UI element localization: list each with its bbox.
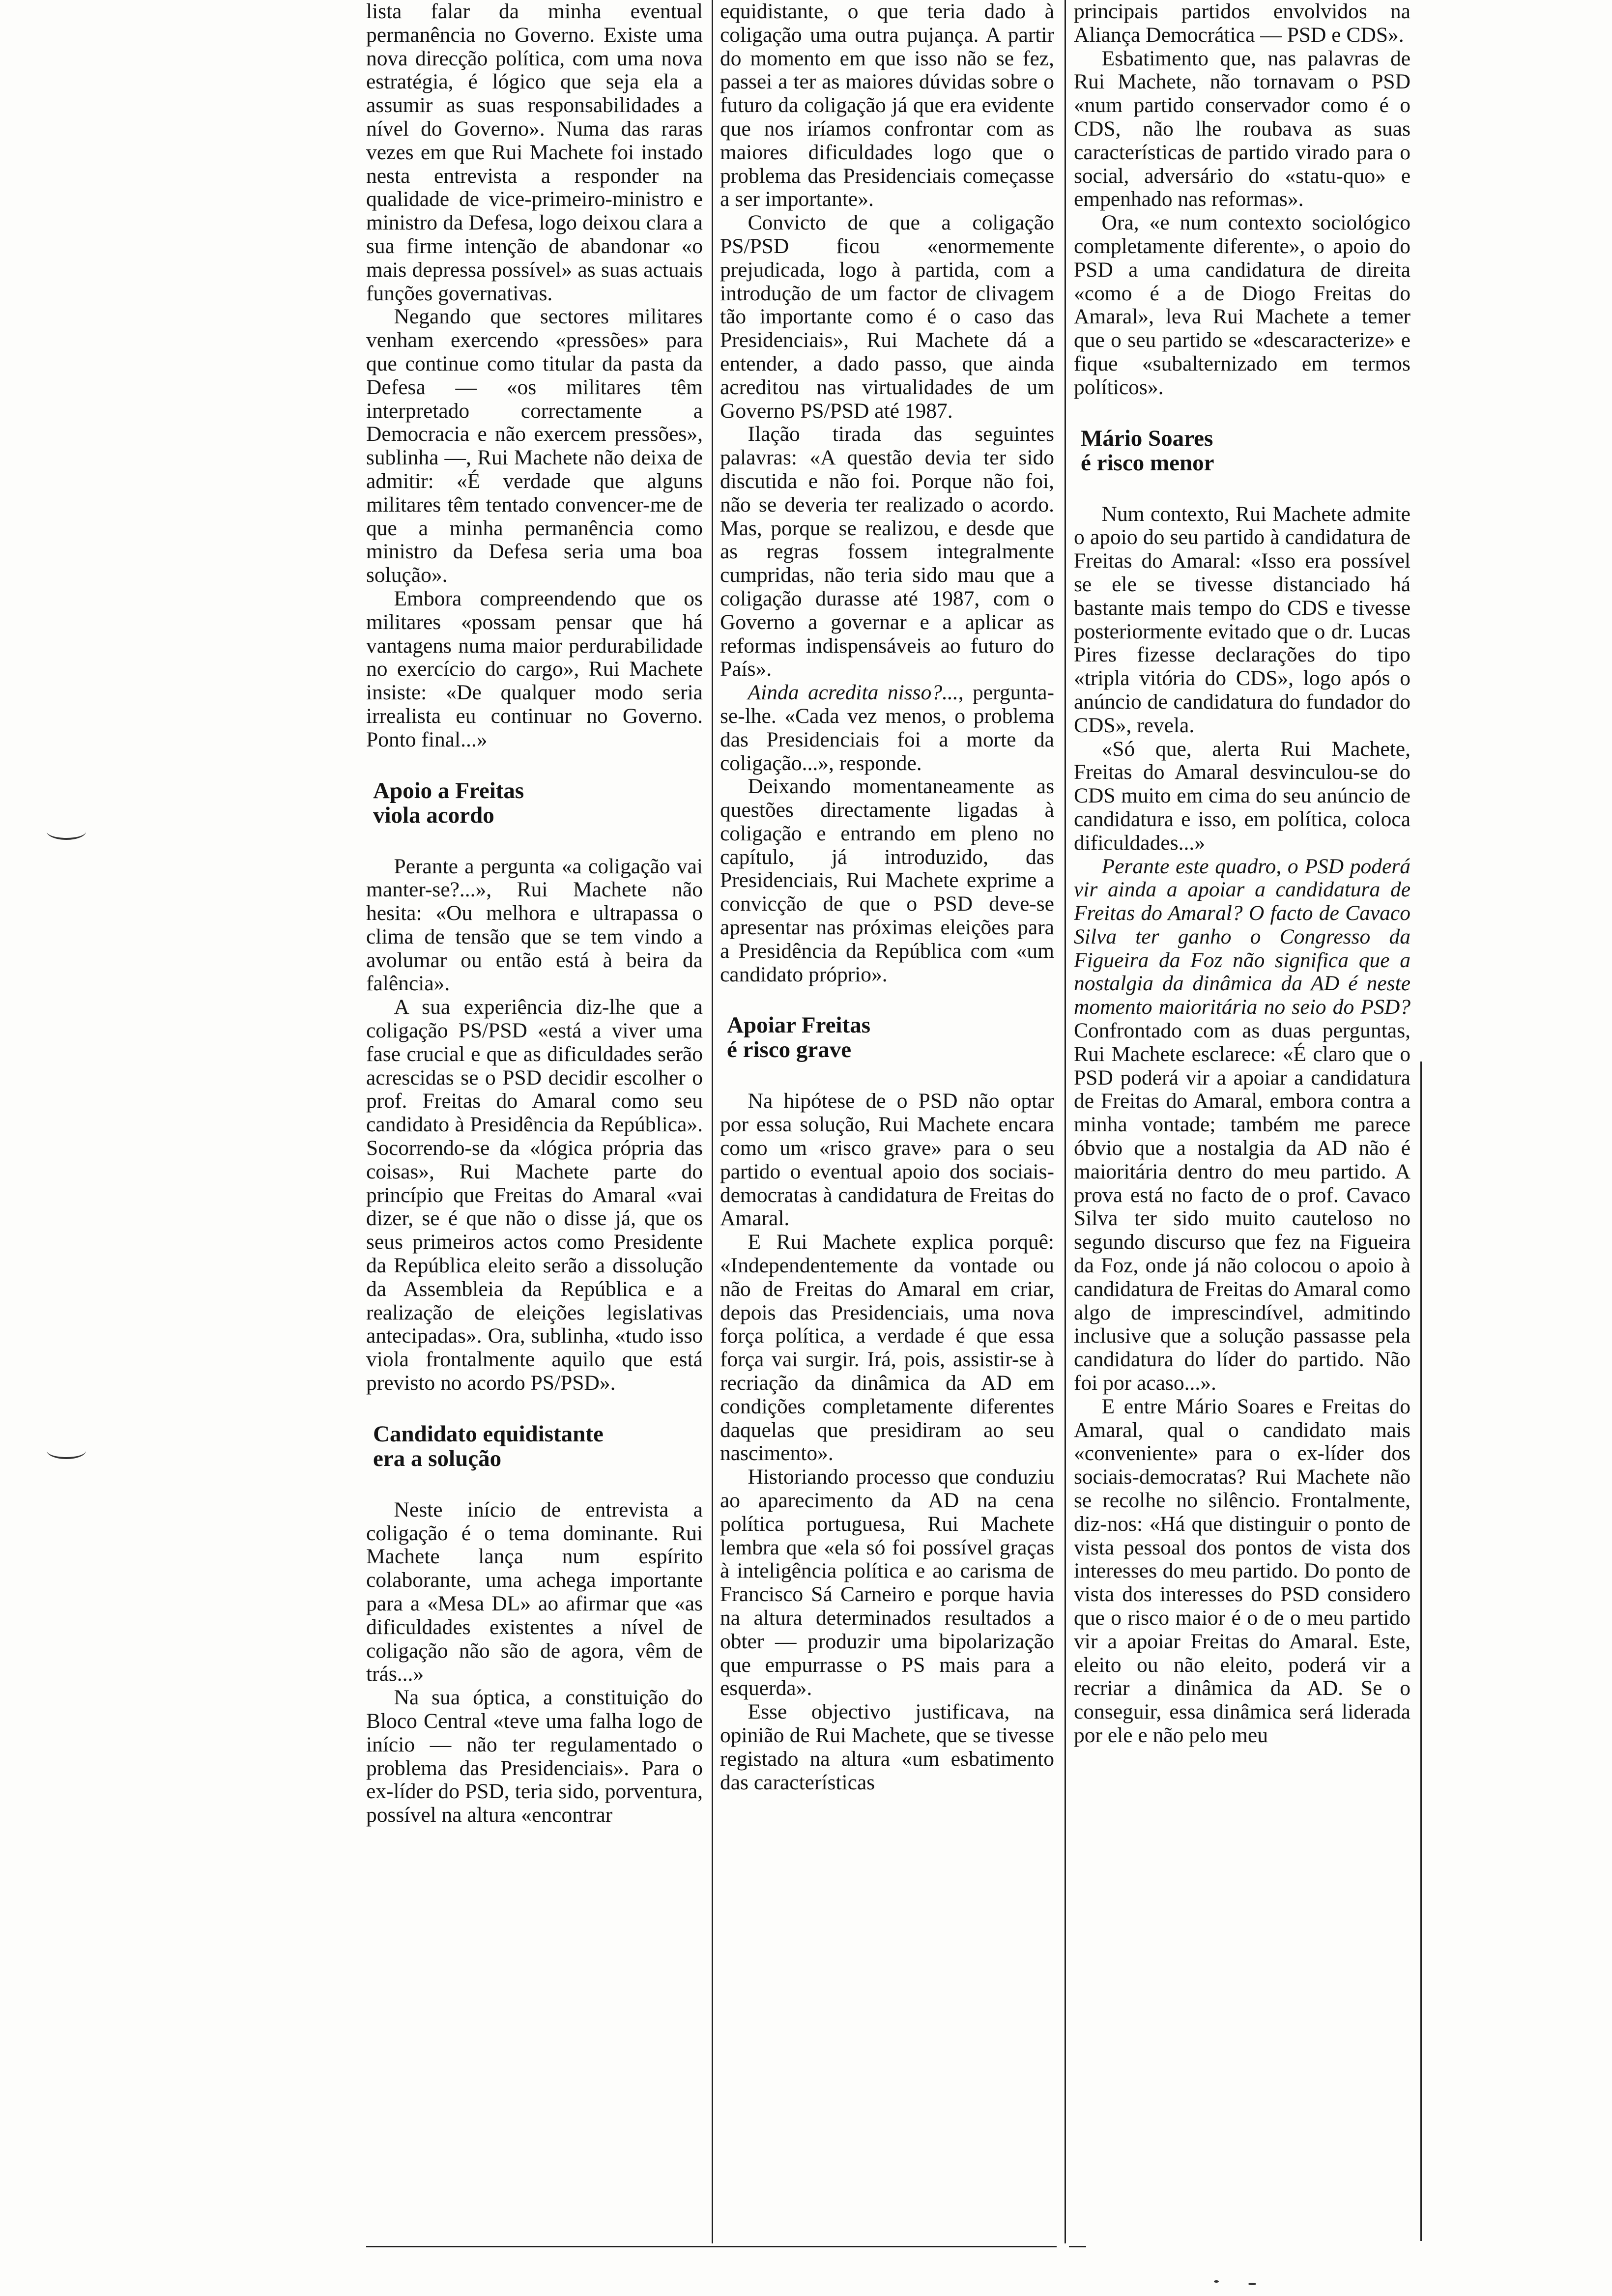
binder-mark [47,823,86,840]
question-italic: Ainda acredita nisso?... [748,681,958,705]
subheading [373,778,703,828]
paragraph: Esse objectivo justificava, na opinião de Rui Machete, que se tivesse registado na altura «um esbatimento das características [720,1700,1054,1794]
paragraph: Deixando momentaneamente as questões directamente ligadas à coligação e entrando em pleno no capítulo, já introduzido, das Presidenciais, Rui Machete exprime a convicção de que o PSD deve-se apresentar nas próximas eleições para a Presidência da República com «um candidato próprio». [720,775,1054,986]
paragraph: Na sua óptica, a constituição do Bloco Central «teve uma falha logo de início — não ter regulamentado o problema das Presidenciais». Para o ex-líder do PSD, teria sido, porventura, possível na altura «encontrar [366,1686,703,1827]
paragraph [720,681,1054,775]
paragraph [1074,855,1410,1395]
paragraph: Ora, «e num contexto sociológico completamente diferente», o apoio do PSD a uma candidatura de direita «como é a de Diogo Freitas do Amaral», leva Rui Machete a temer que o seu partido se «descaracterize» e fique «subalternizado em termos políticos». [1074,211,1410,399]
question-italic: Perante este quadro, o PSD poderá vir ainda a apoiar a candidatura de Freitas do Amaral? O facto de Cavaco Silva ter ganho o Congresso da Figueira da Foz não significa que a nostalgia da dinâmica da AD é neste momento maioritária no seio do PSD? [1074,854,1410,1019]
subheading [373,1422,703,1471]
paragraph: Ilação tirada das seguintes palavras: «A questão devia ter sido discutida e não foi. Porque não foi, não se deveria ter realizado o acordo. Mas, porque se realizou, e desde que as regras fossem integralmente cumpridas, não teria sido mau que a coligação durasse até 1987, com o Governo a governar e a aplicar as reformas indispensáveis ao futuro do País». [720,422,1054,681]
paragraph: principais partidos envolvidos na Aliança Democrática — PSD e CDS». [1074,0,1410,47]
paragraph: Historiando processo que conduziu ao aparecimento da AD na cena política portuguesa, Rui Machete lembra que «ela só foi possível graças à inteligência política e ao carisma de Francisco Sá Carneiro e porque havia na altura determinados resultados a obter — produzir uma bipolarização que empurrasse o PS mais para a esquerda». [720,1465,1054,1700]
paragraph: Esbatimento que, nas palavras de Rui Machete, não tornavam o PSD «num partido conservador como é o CDS, não lhe roubava as suas características de partido virado para o social, adversário do «statu-quo» e empenhado nas reformas». [1074,46,1410,211]
bottom-rule [366,2246,1057,2247]
paragraph: «Só que, alerta Rui Machete, Freitas do Amaral desvinculou-se do CDS muito em cima do seu anúncio de candidatura e isso, em política, coloca dificuldades...» [1074,737,1410,855]
subheading [727,1013,1054,1062]
article-column-3 [1074,0,1410,2241]
subheading-line: é risco grave [727,1037,852,1063]
subheading-line: Apoiar Freitas [727,1012,870,1038]
subheading-line: era a solução [373,1445,502,1471]
subheading-line: viola acordo [373,802,494,828]
paragraph: Negando que sectores militares venham exercendo «pressões» para que continue como titular da pasta da Defesa — «os militares têm interpretado correctamente a Democracia e não exercem pressões», sublinha —, Rui Machete não deixa de admitir: «É verdade que alguns militares têm tentado convencer-me de que a minha permanência como ministro da Defesa seria uma boa solução». [366,305,703,587]
binder-mark [47,1442,86,1459]
paragraph: A sua experiência diz-lhe que a coligação PS/PSD «está a viver uma fase crucial e que as dificuldades serão acrescidas se o PSD decidir escolher o prof. Freitas do Amaral como seu candidato à Presidência da República». Socorrendo-se da «lógica própria das coisas», Rui Machete parte do princípio que Freitas do Amaral «vai dizer, se é que não o disse já, que os seus primeiros actos como Presidente da República eleito serão a dissolução da Assembleia da República e a realização de eleições legislativas antecipadas». Ora, sublinha, «tudo isso viola frontalmente aquilo que está previsto no acordo PS/PSD». [366,995,703,1395]
bottom-rule [1069,2246,1086,2247]
paragraph: Perante a pergunta «a coligação vai manter-se?...», Rui Machete não hesita: «Ou melhora e ultrapassa o clima de tensão que se tem vindo a avolumar ou então está à beira da falência». [366,854,703,996]
paragraph: Neste início de entrevista a coligação é o tema dominante. Rui Machete lança num espírito colaborante, uma achega importante para a «Mesa DL» ao afirmar que «as dificuldades existentes a nível de coligação não são de agora, vêm de trás...» [366,1497,703,1686]
paragraph: Convicto de que a coligação PS/PSD ficou «enormemente prejudicada, logo à partida, com a introdução de um factor de clivagem tão importante como é o caso das Presidenciais», Rui Machete dá a entender, a dado passo, que ainda acreditou nas virtualidades de um Governo PS/PSD até 1987. [720,211,1054,423]
paragraph: E entre Mário Soares e Freitas do Amaral, qual o candidato mais «conveniente» para o ex-líder dos sociais-democratas? Rui Machete não se recolhe no silêncio. Frontalmente, diz-nos: «Há que distinguir o ponto de vista pessoal dos pontos de vista dos interesses do meu partido. Do ponto de vista dos interesses do PSD considero que o risco maior é o de o meu partido vir a apoiar Freitas do Amaral. Este, eleito ou não eleito, poderá vir a recriar a dinâmica da AD. Se o conseguir, essa dinâmica será liderada por ele e não pelo meu [1074,1394,1410,1747]
column-rule [1065,0,1066,2243]
subheading-line: Candidato equidistante [373,1421,604,1447]
paragraph: E Rui Machete explica porquê: «Independentemente da vontade ou não de Freitas do Amaral em criar, depois das Presidenciais, uma nova força política, a verdade é que essa força vai surgir. Irá, pois, assistir-se à recriação da dinâmica da AD em condições completamente diferentes daquelas que presidiram ao seu nascimento». [720,1230,1054,1465]
paragraph-text: , pergunta-se-lhe. «Cada vez menos, o problema das Presidenciais foi a morte da coligação...», responde. [720,681,1054,775]
margin-rule [1420,1062,1422,2241]
article-column-2 [720,0,1054,2241]
subheading-line: é risco menor [1081,450,1214,476]
subheading [1081,426,1410,475]
paragraph: Embora compreendendo que os militares «possam pensar que há vantagens numa maior perdurabilidade no exercício do cargo», Rui Machete insiste: «De qualquer modo seria irrealista eu continuar no Governo. Ponto final...» [366,586,703,751]
subheading-line: Apoio a Freitas [373,777,524,804]
scan-speck [1248,2283,1256,2285]
subheading-line: Mário Soares [1081,425,1213,451]
paragraph-text: Confrontado com as duas perguntas, Rui Machete esclarece: «É claro que o PSD poderá vir a apoiar a candidatura de Freitas do Amaral, embora contra a minha vontade; também me parece óbvio que a nostalgia da AD não é maioritária dentro do meu partido. A prova está no facto de o prof. Cavaco Silva ter sido muito cauteloso no segundo discurso que fez na Figueira da Foz, onde já não colocou o apoio à candidatura de Freitas do Amaral como algo de imprescindível, admitindo inclusive que a solução passasse pela candidatura do líder do partido. Não foi por acaso...». [1074,1019,1410,1395]
scan-speck [1214,2280,1219,2283]
column-rule [712,0,713,2243]
paragraph: lista falar da minha eventual permanência no Governo. Existe uma nova direcção política, com uma nova estratégia, é lógico que seja ela a assumir as suas responsabilidades a nível do Governo». Numa das raras vezes em que Rui Machete foi instado nesta entrevista a responder na qualidade de vice-primeiro-ministro e ministro da Defesa, logo deixou clara a sua firme intenção de abandonar «o mais depressa possível» as suas actuais funções governativas. [366,0,703,305]
paragraph: Num contexto, Rui Machete admite o apoio do seu partido à candidatura de Freitas do Amaral: «Isso era possível se ele se tivesse distanciado há bastante mais tempo do CDS e tivesse posteriormente evitado que o dr. Lucas Pires fizesse declarações do tipo «tripla vitória do CDS», logo após o anúncio de candidatura do fundador do CDS», revela. [1074,502,1410,737]
article-column-1 [366,0,703,2241]
paragraph: Na hipótese de o PSD não optar por essa solução, Rui Machete encara como um «risco grave» para o seu partido o eventual apoio dos sociais-democratas à candidatura de Freitas do Amaral. [720,1089,1054,1231]
paragraph: equidistante, o que teria dado à coligação uma outra pujança. A partir do momento em que isso não se fez, passei a ter as maiores dúvidas sobre o futuro da coligação já que era evidente que nos iríamos confrontar com as maiores dificuldades logo que o problema das Presidenciais começasse a ser importante». [720,0,1054,211]
